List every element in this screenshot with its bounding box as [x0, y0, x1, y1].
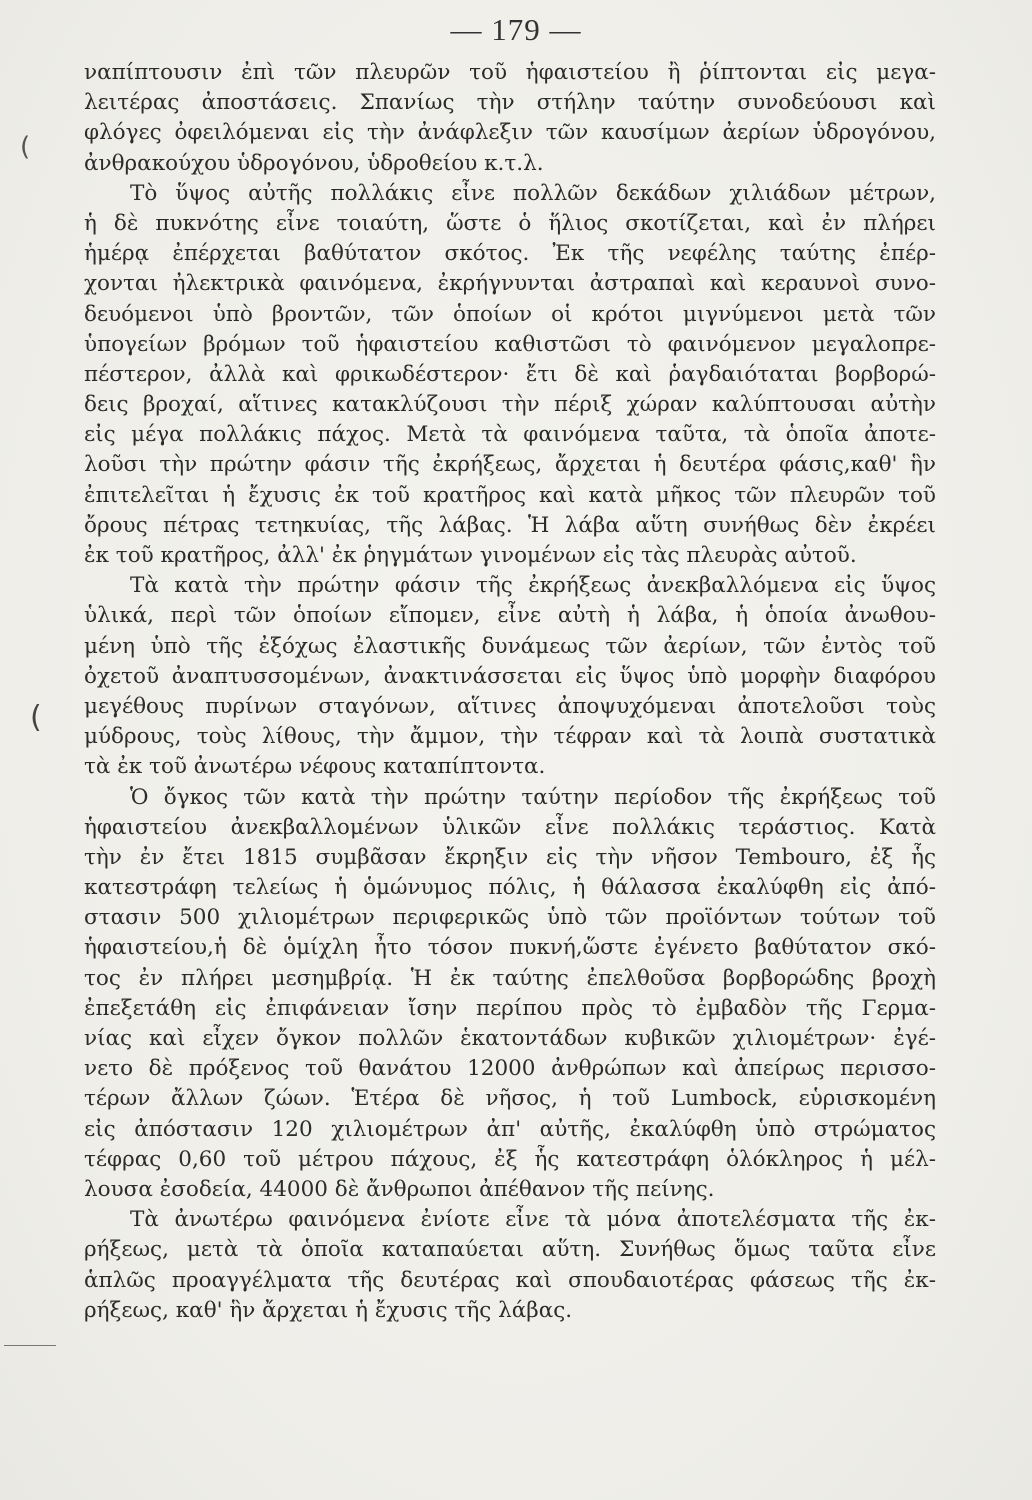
- text-line: στασιν 500 χιλιομέτρων περιφερικῶς ὑπὸ τῶν προϊόντων τούτων τοῦ: [84, 905, 936, 931]
- text-line: ὑλικά, περὶ τῶν ὁποίων εἴπομεν, εἶνε αὐτὴ ἡ λάβα, ἡ ὁποία ἀνωθου-: [84, 603, 936, 629]
- text-line: τὰ ἐκ τοῦ ἀνωτέρω νέφους καταπίπτοντα.: [84, 754, 546, 780]
- text-line: εἰς ἀπόστασιν 120 χιλιομέτρων ἀπ' αὐτῆς, ἐκαλύφθη ὑπὸ στρώματος: [84, 1116, 936, 1142]
- text-line: κατεστράφη τελείως ἡ ὁμώνυμος πόλις, ἡ θάλασσα ἐκαλύφθη εἰς ἀπό-: [84, 875, 936, 901]
- text-line: τέφρας 0,60 τοῦ μέτρου πάχους, ἐξ ἧς κατεστράφη ὁλόκληρος ἡ μέλ-: [84, 1146, 936, 1172]
- text-line: ἐκ τοῦ κρατῆρος, ἀλλ' ἐκ ῥηγμάτων γινομένων εἰς τὰς πλευρὰς αὐτοῦ.: [84, 543, 857, 568]
- page-number: — 179 —: [450, 12, 582, 47]
- text-line: ὄρους πέτρας τετηκυίας, τῆς λάβας. Ἡ λάβα αὕτη συνήθως δὲν ἐκρέει: [84, 512, 936, 538]
- text-line: δευόμενοι ὑπὸ βροντῶν, τῶν ὁποίων οἱ κρότοι μιγνύμενοι μετὰ τῶν: [84, 301, 936, 327]
- text-line: δεις βροχαί, αἵτινες κατακλύζουσι τὴν πέριξ χώραν καλύπτουσαι αὐτὴν: [84, 392, 936, 418]
- text-line: ἀνθρακούχου ὑδρογόνου, ὑδροθείου κ.τ.λ.: [84, 150, 544, 176]
- text-line: τέρων ἄλλων ζώων. Ἑτέρα δὲ νῆσος, ἡ τοῦ Lumbock, εὑρισκομένη: [84, 1086, 936, 1112]
- text-line: λουσα ἐσοδεία, 44000 δὲ ἄνθρωποι ἀπέθανον τῆς πείνης.: [84, 1176, 715, 1202]
- text-line: τὴν ἐν ἔτει 1815 συμβᾶσαν ἔκρηξιν εἰς τὴν νῆσον Tembouro, ἐξ ἧς: [84, 844, 936, 870]
- text-line: χονται ἠλεκτρικὰ φαινόμενα, ἐκρήγνυνται ἀστραπαὶ καὶ κεραυνοὶ συνο-: [84, 271, 936, 297]
- text-line: πέστερον, ἀλλὰ καὶ φρικωδέστερον· ἔτι δὲ καὶ ῥαγδαιόταται βορβορώ-: [84, 361, 936, 387]
- text-line: ἡφαιστείου ἀνεκβαλλομένων ὑλικῶν εἶνε πολλάκις τεράστιος. Κατὰ: [84, 814, 936, 840]
- text-line: Τὰ ἀνωτέρω φαινόμενα ἐνίοτε εἶνε τὰ μόνα ἀποτελέσματα τῆς ἐκ-: [130, 1207, 936, 1233]
- text-line: Τὸ ὕψος αὐτῆς πολλάκις εἶνε πολλῶν δεκάδων χιλιάδων μέτρων,: [130, 180, 936, 206]
- text-line: ἐπεξετάθη εἰς ἐπιφάνειαν ἴσην περίπου πρὸς τὸ ἐμβαδὸν τῆς Γερμα-: [84, 995, 936, 1021]
- text-line: λειτέρας ἀποστάσεις. Σπανίως τὴν στήλην ταύτην συνοδεύουσι καὶ: [84, 90, 936, 116]
- text-line: μένη ὑπὸ τῆς ἐξόχως ἐλαστικῆς δυνάμεως τῶν ἀερίων, τῶν ἐντὸς τοῦ: [84, 633, 936, 659]
- margin-dash-mark: [4, 1345, 56, 1346]
- text-line: ρήξεως, καθ' ἣν ἄρχεται ἡ ἔχυσις τῆς λάβας.: [84, 1297, 573, 1323]
- text-line: ἡ δὲ πυκνότης εἶνε τοιαύτη, ὥστε ὁ ἥλιος σκοτίζεται, καὶ ἐν πλήρει: [84, 210, 936, 236]
- body-text: [84, 58, 936, 1326]
- text-line: ἐπιτελεῖται ἡ ἔχυσις ἐκ τοῦ κρατῆρος καὶ κατὰ μῆκος τῶν πλευρῶν τοῦ: [84, 482, 936, 508]
- text-line: νίας καὶ εἶχεν ὄγκον πολλῶν ἑκατοντάδων κυβικῶν χιλιομέτρων· ἐγέ-: [84, 1026, 936, 1051]
- text-line: ὀχετοῦ ἀναπτυσσομένων, ἀνακτινάσσεται εἰς ὕψος ὑπὸ μορφὴν διαφόρου: [84, 663, 936, 689]
- text-line: Ὁ ὄγκος τῶν κατὰ τὴν πρώτην ταύτην περίοδον τῆς ἐκρήξεως τοῦ: [130, 784, 936, 810]
- margin-mark-top: (: [20, 132, 31, 162]
- text-line: ἁπλῶς προαγγέλματα τῆς δευτέρας καὶ σπουδαιοτέρας φάσεως τῆς ἐκ-: [84, 1267, 936, 1293]
- margin-mark-middle: (: [30, 700, 42, 735]
- text-line: ρήξεως, μετὰ τὰ ὁποῖα καταπαύεται αὕτη. Συνήθως ὅμως ταῦτα εἶνε: [84, 1237, 936, 1263]
- text-line: φλόγες ὀφειλόμεναι εἰς τὴν ἀνάφλεξιν τῶν καυσίμων ἀερίων ὑδρογόνου,: [84, 120, 936, 146]
- text-line: τος ἐν πλήρει μεσημβρίᾳ. Ἡ ἐκ ταύτης ἐπελθοῦσα βορβορώδης βροχὴ: [84, 965, 936, 991]
- text-line: νετο δὲ πρόξενος τοῦ θανάτου 12000 ἀνθρώπων καὶ ἀπείρως περισσο-: [84, 1056, 936, 1082]
- text-line: λοῦσι τὴν πρώτην φάσιν τῆς ἐκρήξεως, ἄρχεται ἡ δευτέρα φάσις,καθ' ἣν: [84, 452, 936, 478]
- text-line: ἡμέρᾳ ἐπέρχεται βαθύτατον σκότος. Ἐκ τῆς νεφέλης ταύτης ἐπέρ-: [84, 241, 936, 267]
- text-line: ναπίπτουσιν ἐπὶ τῶν πλευρῶν τοῦ ἡφαιστείου ἢ ῥίπτονται εἰς μεγα-: [84, 60, 936, 85]
- text-line: ὑπογείων βρόμων τοῦ ἡφαιστείου καθιστῶσι τὸ φαινόμενον μεγαλοπρε-: [84, 331, 936, 357]
- text-line: ἡφαιστείου,ἡ δὲ ὁμίχλη ἦτο τόσον πυκνή,ὥστε ἐγένετο βαθύτατον σκό-: [84, 935, 936, 961]
- text-line: μεγέθους πυρίνων σταγόνων, αἵτινες ἀποψυχόμεναι ἀποτελοῦσι τοὺς: [84, 693, 936, 719]
- text-line: μύδρους, τοὺς λίθους, τὴν ἄμμον, τὴν τέφραν καὶ τὰ λοιπὰ συστατικὰ: [84, 724, 936, 750]
- text-line: εἰς μέγα πολλάκις πάχος. Μετὰ τὰ φαινόμενα ταῦτα, τὰ ὁποῖα ἀποτε-: [84, 422, 936, 448]
- text-line: Τὰ κατὰ τὴν πρώτην φάσιν τῆς ἐκρήξεως ἀνεκβαλλόμενα εἰς ὕψος: [130, 573, 936, 599]
